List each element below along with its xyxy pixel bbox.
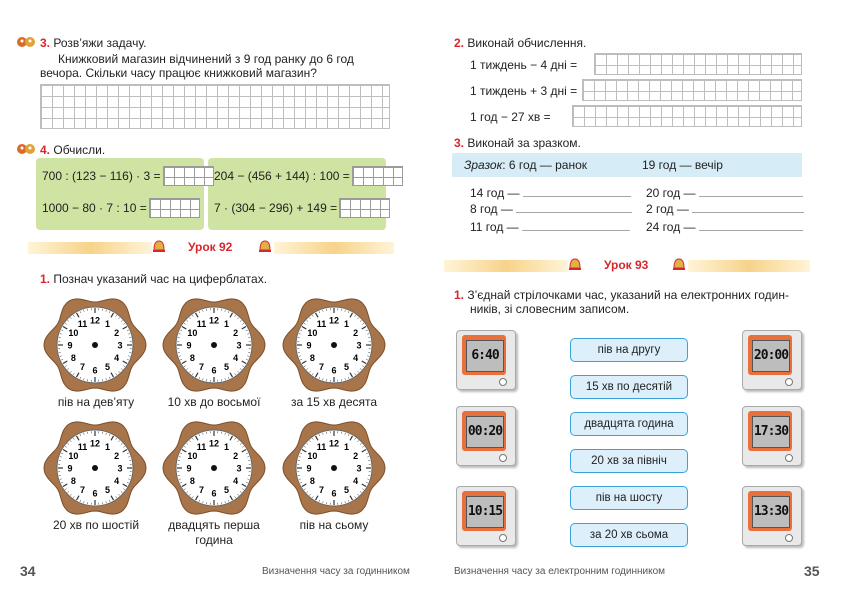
clock-numeral: 11 [77, 318, 88, 329]
clock-button [499, 378, 507, 386]
fill-item [470, 186, 631, 200]
clock-center [211, 342, 217, 348]
digital-clock[interactable] [742, 330, 802, 390]
owl-icon [16, 34, 36, 50]
clock-time: 6:40 [471, 348, 499, 363]
lesson-bar-left [28, 242, 152, 254]
clock-time: 13:30 [753, 504, 789, 519]
clock-numeral: 1 [343, 318, 350, 329]
clock-numeral: 7 [198, 362, 205, 373]
clock-numeral: 9 [67, 340, 73, 351]
clock-numeral: 9 [306, 340, 312, 351]
clock-numeral: 5 [104, 362, 111, 373]
clock-numeral: 6 [211, 488, 217, 499]
clock-numeral: 6 [211, 365, 217, 376]
clock-numeral: 8 [70, 353, 76, 363]
answer-cells[interactable] [339, 198, 390, 218]
answer-line[interactable] [699, 196, 803, 197]
clock-numeral: 10 [307, 328, 318, 338]
clock-numeral: 6 [331, 488, 337, 499]
clock-numeral: 4 [114, 353, 120, 363]
clock-numeral: 8 [309, 353, 315, 363]
clock-numeral: 8 [70, 476, 76, 486]
task3-header [454, 136, 581, 150]
clock-numeral: 7 [318, 362, 325, 373]
clock-screen [752, 496, 790, 528]
clock-screen [466, 340, 504, 372]
footer-text: Визначення часу за годинником [262, 566, 410, 577]
clock-numeral: 2 [114, 451, 120, 461]
clock-numeral: 11 [77, 441, 88, 452]
lesson-bar-right [274, 242, 394, 254]
clock-numeral: 3 [117, 340, 123, 351]
clock-numeral: 5 [104, 485, 111, 496]
answer-line[interactable] [523, 196, 631, 197]
clock-label: 20 хв по шостій [52, 518, 140, 532]
calc-text: 1 тиждень − 4 дні = [470, 58, 578, 72]
bell-icon [568, 256, 582, 277]
clock-numeral: 5 [343, 362, 350, 373]
expression-1 [42, 166, 214, 186]
clock-numeral: 4 [233, 353, 239, 363]
clock-numeral: 8 [309, 476, 315, 486]
phrase-box[interactable]: двадцята година [570, 412, 688, 436]
analog-clock-face[interactable] [281, 292, 387, 398]
analog-clock-face[interactable] [161, 292, 267, 398]
owl-icon [16, 141, 36, 157]
clock-label: пів на сьому [299, 518, 369, 532]
clock-center [331, 465, 337, 471]
sample-item: 6 год — ранок [508, 158, 588, 172]
task-number: 1. [40, 272, 51, 286]
task2-header [454, 36, 586, 50]
clock-numeral: 2 [353, 328, 359, 338]
clock-numeral: 12 [89, 438, 101, 449]
clock-numeral: 11 [196, 441, 207, 452]
clock-numeral: 1 [343, 441, 350, 452]
clock-screen [752, 416, 790, 448]
digital-clock[interactable] [456, 330, 516, 390]
clock-numeral: 2 [233, 451, 239, 461]
clock-numeral: 10 [187, 328, 198, 338]
task-title: Обчисли. [53, 143, 106, 157]
clock-label: 10 хв до восьмої [167, 395, 261, 409]
clock-numeral: 9 [186, 340, 192, 351]
clock-time: 17:30 [753, 424, 789, 439]
clock-numeral: 5 [223, 362, 230, 373]
expression-text: 204 − (456 + 144) : 100 = [214, 169, 350, 183]
page-number: 35 [804, 563, 820, 579]
expression-text: 700 : (123 − 116) · 3 = [42, 169, 161, 183]
clock-numeral: 6 [92, 488, 98, 499]
expression-3 [42, 198, 200, 218]
clock-numeral: 4 [114, 476, 120, 486]
clock-numeral: 4 [233, 476, 239, 486]
fill-item-label: 14 год — [470, 186, 520, 200]
phrase-box[interactable]: за 20 хв сьома [570, 523, 688, 547]
fill-item-label: 24 год — [646, 220, 696, 234]
calc-text: 1 год − 27 хв = [470, 110, 551, 124]
clock-numeral: 11 [196, 318, 207, 329]
analog-clock-face[interactable] [42, 415, 148, 521]
clock-numeral: 7 [318, 485, 325, 496]
clock-time: 10:15 [467, 504, 503, 519]
clock-numeral: 12 [89, 315, 101, 326]
clock-numeral: 12 [328, 438, 340, 449]
fill-item [470, 202, 632, 216]
fill-item [646, 186, 803, 200]
phrase-box[interactable]: 15 хв по десятій [570, 375, 688, 399]
lesson-bar-right [688, 260, 810, 272]
clock-center [331, 342, 337, 348]
fill-item [646, 202, 804, 216]
clock-numeral: 7 [79, 485, 86, 496]
fill-item-label: 8 год — [470, 202, 513, 216]
clock-button [785, 534, 793, 542]
expression-2 [214, 166, 403, 186]
sample-text: Зразок: 6 год — ранок [464, 158, 588, 172]
sample-item: 19 год — вечір [642, 158, 723, 172]
task1-header [454, 288, 804, 316]
clock-numeral: 7 [198, 485, 205, 496]
answer-grid[interactable] [40, 84, 390, 129]
clock-numeral: 10 [307, 451, 318, 461]
fill-item-label: 20 год — [646, 186, 696, 200]
expression-4 [214, 198, 390, 218]
clock-numeral: 2 [114, 328, 120, 338]
lesson-title: Урок 93 [604, 258, 649, 272]
fill-item [470, 220, 630, 234]
clock-numeral: 5 [343, 485, 350, 496]
clock-numeral: 1 [104, 318, 111, 329]
clock-numeral: 12 [208, 438, 220, 449]
clock-numeral: 6 [92, 365, 98, 376]
expression-text: 1000 − 80 · 7 : 10 = [42, 201, 147, 215]
clock-numeral: 1 [104, 441, 111, 452]
clock-center [211, 465, 217, 471]
sample-label: Зразок [464, 158, 503, 172]
answer-cells[interactable] [352, 166, 403, 186]
clock-numeral: 6 [331, 365, 337, 376]
clock-label: за 15 хв десята [290, 395, 378, 409]
answer-cells[interactable] [149, 198, 200, 218]
clock-numeral: 4 [353, 476, 359, 486]
lesson-bar-left [444, 260, 568, 272]
phrase-box[interactable]: пів на другу [570, 338, 688, 362]
clock-label: двадцять перша година [168, 518, 260, 547]
clock-numeral: 12 [208, 315, 220, 326]
task-text-line: З’єднай стрілочками час, указаний на електронних годин- [467, 288, 789, 302]
page-number: 34 [20, 563, 36, 579]
digital-clock[interactable] [456, 486, 516, 546]
bell-icon [258, 238, 272, 259]
fill-item-label: 2 год — [646, 202, 689, 216]
digital-clock[interactable] [456, 406, 516, 466]
clock-numeral: 2 [233, 328, 239, 338]
clock-button [785, 454, 793, 462]
task-text-line: вечора. Скільки часу працює книжковий магазин? [40, 66, 317, 80]
analog-clock-face[interactable] [42, 292, 148, 398]
clock-screen [752, 340, 790, 372]
clock-button [499, 454, 507, 462]
task-number: 3. [40, 36, 51, 50]
fill-item-label: 11 год — [470, 220, 519, 234]
clock-numeral: 3 [356, 340, 362, 351]
answer-line[interactable] [522, 230, 630, 231]
digital-clock[interactable] [742, 406, 802, 466]
clock-numeral: 3 [356, 463, 362, 474]
clock-numeral: 11 [316, 318, 327, 329]
task-title: Виконай обчислення. [467, 36, 587, 50]
clock-numeral: 12 [328, 315, 340, 326]
clock-center [92, 342, 98, 348]
clock-center [92, 465, 98, 471]
clock-time: 00:20 [467, 424, 503, 439]
task-title: Розв’яжи задачу. [53, 36, 147, 50]
task-title: Познач указаний час на циферблатах. [53, 272, 268, 286]
clock-numeral: 8 [189, 353, 195, 363]
answer-line[interactable] [692, 212, 804, 213]
task3-header [40, 36, 146, 50]
clock-numeral: 10 [68, 451, 79, 461]
phrase-box[interactable]: 20 хв за північ [570, 449, 688, 473]
task-text-line: Книжковий магазин відчинений з 9 год ранку до 6 год [58, 52, 354, 66]
clock-numeral: 10 [68, 328, 79, 338]
clock-time: 20:00 [753, 348, 789, 363]
calc-text: 1 тиждень + 3 дні = [470, 84, 578, 98]
clock-label: пів на дев’яту [57, 395, 135, 409]
task-number: 4. [40, 143, 51, 157]
clock-numeral: 3 [236, 463, 242, 474]
clock-numeral: 9 [186, 463, 192, 474]
clock-numeral: 11 [316, 441, 327, 452]
clock-numeral: 3 [236, 340, 242, 351]
task-number: 3. [454, 136, 465, 150]
digital-clock[interactable] [742, 486, 802, 546]
lesson-title: Урок 92 [188, 240, 233, 254]
task1-header [40, 272, 267, 286]
clock-numeral: 8 [189, 476, 195, 486]
fill-item [646, 220, 803, 234]
answer-cells[interactable] [163, 166, 214, 186]
answer-line[interactable] [516, 212, 632, 213]
clock-numeral: 3 [117, 463, 123, 474]
clock-button [785, 378, 793, 386]
task4-header [40, 143, 105, 157]
clock-screen [466, 496, 504, 528]
clock-screen [466, 416, 504, 448]
bell-icon [672, 256, 686, 277]
task-text-line: ників, зі словесним записом. [470, 302, 630, 316]
clock-numeral: 2 [353, 451, 359, 461]
analog-clock-face[interactable] [161, 415, 267, 521]
answer-grid[interactable] [572, 105, 802, 127]
clock-numeral: 9 [306, 463, 312, 474]
clock-numeral: 1 [223, 441, 230, 452]
answer-line[interactable] [699, 230, 803, 231]
task-number: 1. [454, 288, 465, 302]
clock-numeral: 10 [187, 451, 198, 461]
bell-icon [152, 238, 166, 259]
phrase-box[interactable]: пів на шосту [570, 486, 688, 510]
answer-grid[interactable] [594, 53, 802, 75]
calc-row-3 [470, 110, 551, 124]
clock-numeral: 5 [223, 485, 230, 496]
footer-text: Визначення часу за електронним годинником [454, 566, 666, 577]
expression-text: 7 · (304 − 296) + 149 = [214, 201, 338, 215]
calc-row-1 [470, 58, 577, 72]
task-title: Виконай за зразком. [467, 136, 581, 150]
clock-numeral: 1 [223, 318, 230, 329]
clock-button [499, 534, 507, 542]
clock-numeral: 4 [353, 353, 359, 363]
clock-numeral: 9 [67, 463, 73, 474]
calc-row-2 [470, 84, 577, 98]
task-number: 2. [454, 36, 465, 50]
task3-text [40, 52, 390, 80]
clock-numeral: 7 [79, 362, 86, 373]
analog-clock-face[interactable] [281, 415, 387, 521]
answer-grid[interactable] [582, 79, 802, 101]
